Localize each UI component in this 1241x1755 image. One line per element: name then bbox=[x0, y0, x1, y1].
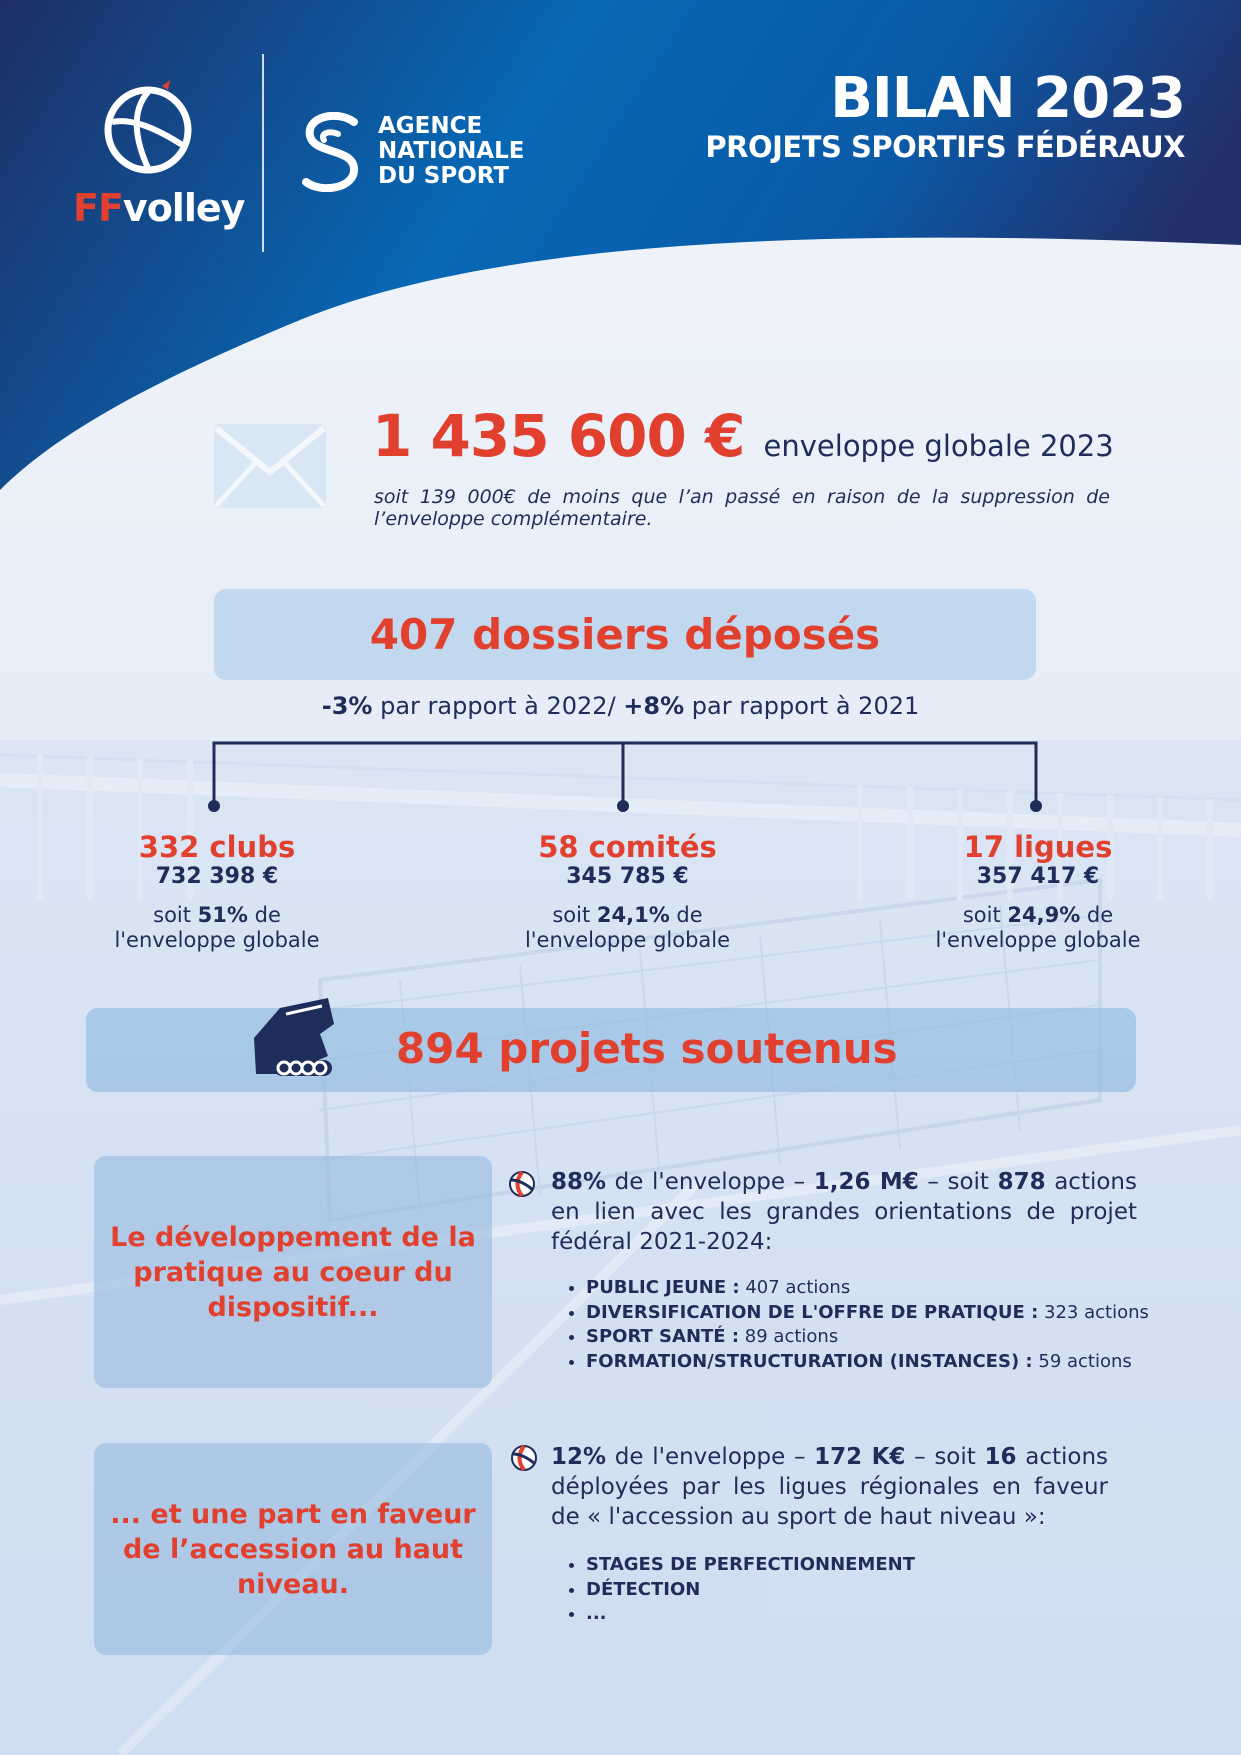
list-item bbox=[586, 1578, 1146, 1603]
envelope-label: enveloppe globale 2023 bbox=[763, 429, 1114, 463]
volleyball-bullet-icon bbox=[510, 1444, 538, 1472]
breakdown-pct: 24,1% bbox=[596, 903, 670, 927]
envelope-amount: 1 435 600 € bbox=[372, 402, 745, 470]
envelope-note: soit 139 000€ de moins que l’an passé en raison de la suppression de l’enveloppe complémentaire. bbox=[374, 486, 1110, 530]
ans-s-icon bbox=[298, 112, 364, 192]
breakdown-post: de bbox=[1080, 903, 1114, 927]
section2-amt: 172 K€ bbox=[814, 1444, 906, 1470]
header bbox=[0, 0, 1241, 260]
page-subtitle: PROJETS SPORTIFS FÉDÉRAUX bbox=[705, 130, 1185, 164]
breakdown-comites bbox=[485, 830, 770, 953]
breakdown-name: 58 comités bbox=[538, 830, 717, 864]
breakdown-pre: soit bbox=[153, 903, 198, 927]
section1-pct: 88% bbox=[551, 1169, 607, 1195]
section2-t3: actions déployées par les ligues régionales en faveur de « l'accession au sport de haut niveau »: bbox=[551, 1444, 1109, 1530]
section1-label: Le développement de la pratique au coeur du dispositif... bbox=[110, 1221, 476, 1323]
bullet-label: DÉTECTION bbox=[586, 1578, 701, 1600]
section2-pct: 12% bbox=[551, 1444, 607, 1470]
bullet-label: DIVERSIFICATION DE L'OFFRE DE PRATIQUE : bbox=[586, 1301, 1039, 1323]
section1-label-box bbox=[94, 1156, 492, 1388]
list-item bbox=[586, 1276, 1186, 1301]
section1-t2: – soit bbox=[918, 1169, 998, 1195]
ffvolley-ff: FF bbox=[73, 186, 123, 230]
breakdown-share bbox=[898, 903, 1178, 953]
section2-intro bbox=[551, 1442, 1108, 1532]
breakdown-pre: soit bbox=[552, 903, 597, 927]
ffvolley-logo bbox=[68, 78, 245, 238]
ans-line1: AGENCE bbox=[378, 113, 483, 139]
breakdown-amount: 345 785 € bbox=[566, 864, 689, 889]
list-item bbox=[586, 1325, 1186, 1350]
breakdown-clubs bbox=[72, 830, 362, 953]
breakdown-line2: l'enveloppe globale bbox=[935, 928, 1141, 952]
section1-bullets bbox=[552, 1276, 1186, 1374]
section1-t3: actions en lien avec les grandes orientations de projet fédéral 2021-2024: bbox=[551, 1169, 1137, 1255]
breakdown-pre: soit bbox=[962, 903, 1008, 927]
section2-bullets bbox=[552, 1553, 1146, 1627]
breakdown-amount: 357 417 € bbox=[976, 864, 1100, 889]
ans-line3: DU SPORT bbox=[378, 163, 510, 189]
bullet-label: ... bbox=[586, 1603, 607, 1624]
projets-box bbox=[86, 1008, 1136, 1092]
comparison-text2: par rapport à 2021 bbox=[684, 692, 920, 720]
envelope-section bbox=[0, 390, 1241, 540]
breakdown-amount: 732 398 € bbox=[155, 864, 279, 889]
dossiers-comparison bbox=[0, 692, 1241, 720]
breakdown-connector bbox=[0, 735, 1241, 815]
bullet-value: 323 actions bbox=[1038, 1301, 1149, 1323]
volleyball-rooster-icon bbox=[104, 78, 194, 174]
bullet-label: PUBLIC JEUNE : bbox=[586, 1277, 740, 1298]
breakdown-ligues bbox=[898, 830, 1178, 953]
volleyball-bullet-icon bbox=[508, 1170, 536, 1198]
page-title: BILAN 2023 bbox=[830, 66, 1185, 131]
ans-logo bbox=[298, 112, 558, 196]
bullet-value: 59 actions bbox=[1032, 1350, 1132, 1372]
section1-t1: de l'enveloppe – bbox=[606, 1169, 814, 1195]
fist-icon bbox=[250, 994, 346, 1094]
list-item bbox=[586, 1602, 1146, 1627]
ffvolley-volley: volley bbox=[122, 186, 245, 230]
list-item bbox=[586, 1350, 1186, 1375]
dossiers-title: 407 dossiers déposés bbox=[369, 610, 881, 659]
breakdown-share bbox=[485, 903, 770, 953]
comparison-val2: +8% bbox=[623, 692, 685, 720]
breakdown-share bbox=[72, 903, 362, 953]
ans-line2: NATIONALE bbox=[378, 138, 525, 164]
envelope-icon bbox=[212, 422, 328, 510]
projets-title: 894 projets soutenus bbox=[396, 1024, 898, 1073]
dossiers-box bbox=[214, 589, 1036, 680]
bullet-value: 407 actions bbox=[739, 1277, 851, 1298]
section2-label: ... et une part en faveur de l’accession au haut niveau. bbox=[110, 1498, 476, 1600]
breakdown-name: 332 clubs bbox=[138, 830, 296, 864]
bullet-label: FORMATION/STRUCTURATION (INSTANCES) : bbox=[586, 1350, 1033, 1372]
logo-divider bbox=[262, 54, 264, 252]
section1-amt: 1,26 M€ bbox=[813, 1169, 919, 1195]
breakdown-post: de bbox=[247, 903, 281, 927]
breakdown-line2: l'enveloppe globale bbox=[524, 928, 731, 952]
section2-label-box bbox=[94, 1443, 492, 1655]
bullet-label: STAGES DE PERFECTIONNEMENT bbox=[586, 1554, 915, 1575]
section2-count: 16 bbox=[984, 1444, 1017, 1470]
comparison-text1: par rapport à 2022/ bbox=[372, 692, 624, 720]
comparison-val1: -3% bbox=[321, 692, 373, 720]
breakdown-name: 17 ligues bbox=[963, 830, 1113, 864]
section2-t1: de l'enveloppe – bbox=[606, 1444, 815, 1470]
list-item bbox=[586, 1301, 1186, 1326]
bullet-value: 89 actions bbox=[739, 1326, 839, 1347]
breakdown-pct: 24,9% bbox=[1007, 903, 1081, 927]
section2-t2: – soit bbox=[905, 1444, 985, 1470]
section1-count: 878 bbox=[997, 1169, 1046, 1195]
breakdown-line2: l'enveloppe globale bbox=[114, 928, 320, 952]
list-item bbox=[586, 1553, 1146, 1578]
bullet-label: SPORT SANTÉ : bbox=[586, 1326, 740, 1347]
breakdown-post: de bbox=[669, 903, 703, 927]
section1-intro bbox=[551, 1167, 1137, 1257]
breakdown-pct: 51% bbox=[197, 903, 248, 927]
